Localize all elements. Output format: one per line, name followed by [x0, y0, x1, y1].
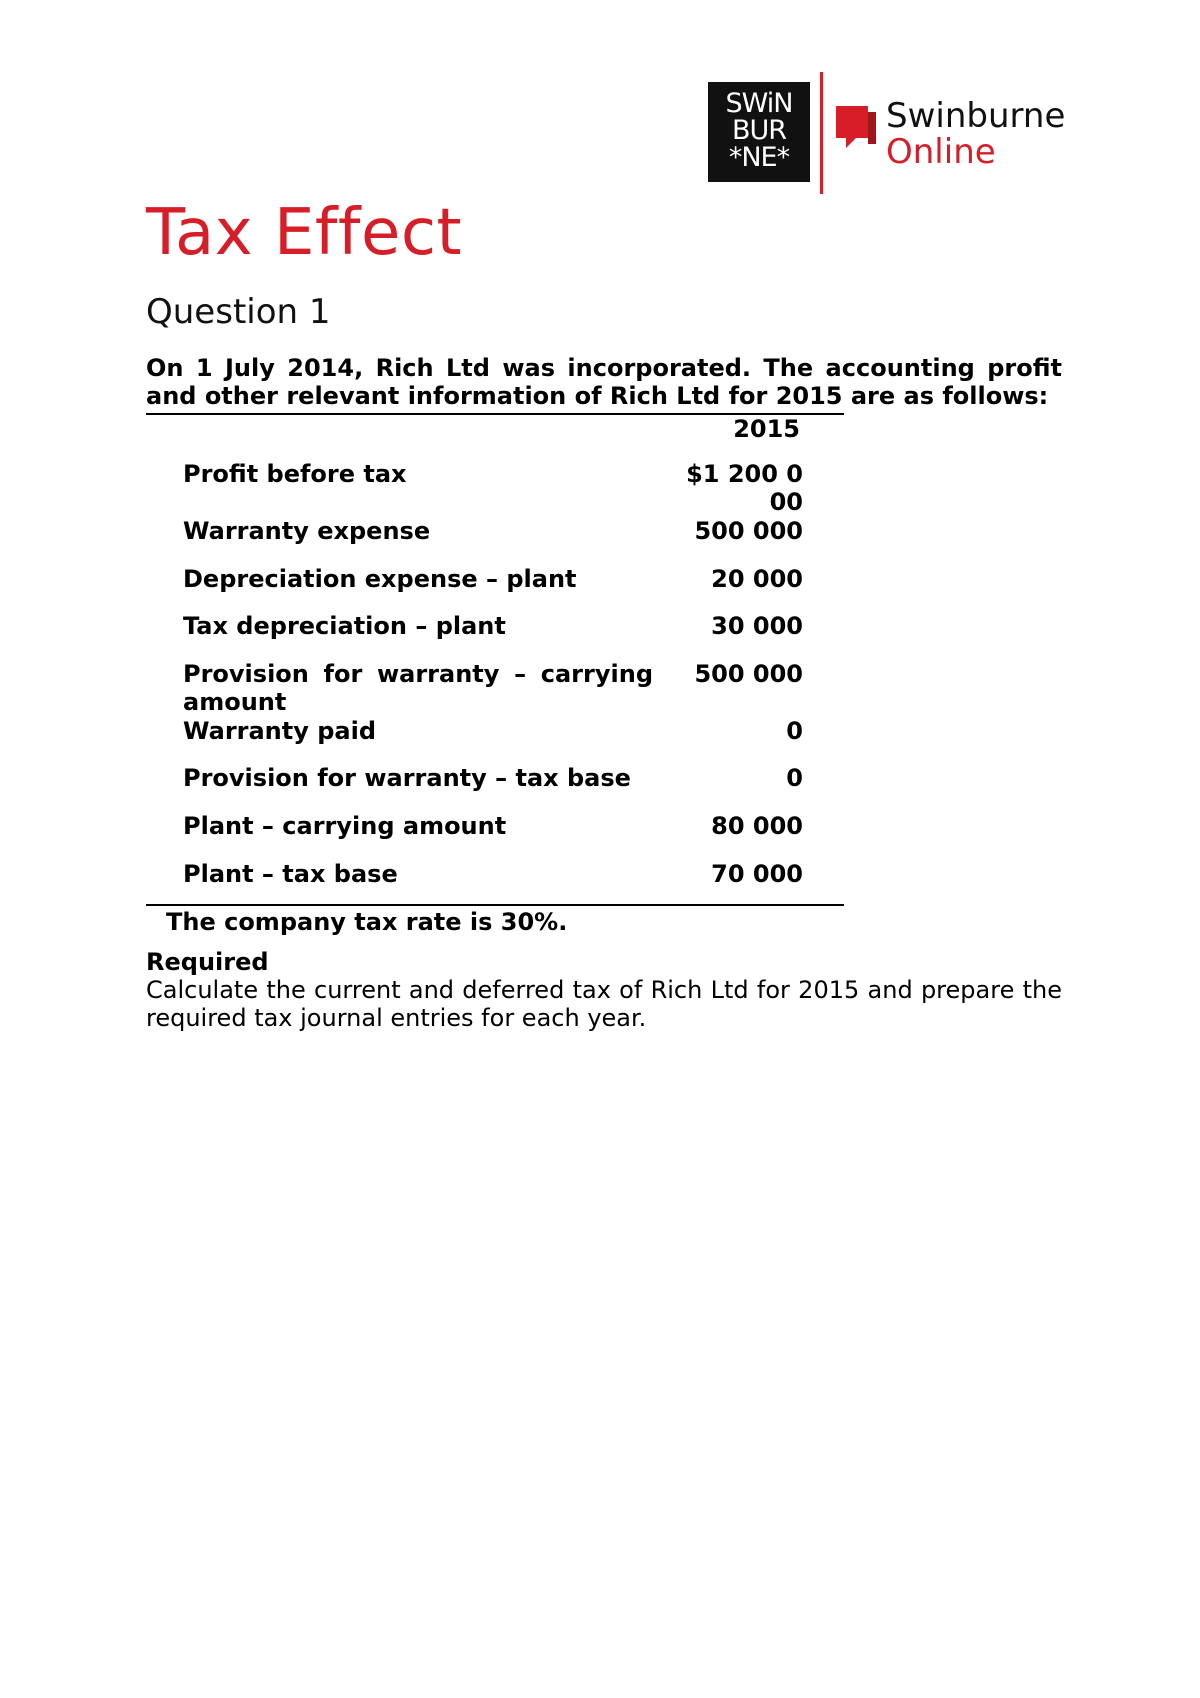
row-value: 500 000: [694, 660, 803, 688]
row-value: 0: [786, 764, 803, 792]
red-flag-icon: [832, 102, 878, 152]
row-value: 500 000: [694, 517, 803, 545]
tax-rate-note: The company tax rate is 30%.: [166, 908, 568, 936]
document-title: Tax Effect: [146, 196, 463, 270]
row-label: Plant – carrying amount: [183, 812, 507, 840]
row-value: 0: [786, 717, 803, 745]
table-bottom-rule: [146, 904, 844, 906]
brand-wordmark: [886, 98, 1065, 170]
required-text: Calculate the current and deferred tax of Rich Ltd for 2015 and prepare the required tax journal entries for each year.: [146, 976, 1062, 1032]
row-label: Depreciation expense – plant: [183, 565, 577, 593]
row-label: Provision for warranty – tax base: [183, 764, 631, 792]
row-label: Profit before tax: [183, 460, 407, 488]
brand-name: Swinburne: [886, 96, 1066, 136]
swinburne-logo-box: [708, 82, 810, 182]
row-label: Plant – tax base: [183, 860, 398, 888]
required-heading: Required: [146, 948, 269, 976]
row-value: 80 000: [711, 812, 803, 840]
row-label: Tax depreciation – plant: [183, 612, 506, 640]
row-value: $1 200 000: [686, 460, 803, 516]
row-value: 70 000: [711, 860, 803, 888]
row-label: Warranty paid: [183, 717, 377, 745]
brand-sub: Online: [886, 132, 996, 172]
question-heading: Question 1: [146, 292, 331, 332]
logo-box-line: *NE*: [728, 142, 790, 173]
logo-divider: [820, 72, 823, 194]
row-value: 30 000: [711, 612, 803, 640]
intro-paragraph: On 1 July 2014, Rich Ltd was incorporated. The accounting profit and other relevant information of Rich Ltd for 2015 are as follows:: [146, 354, 1062, 410]
row-label: Warranty expense: [183, 517, 431, 545]
logo-box-line: BUR: [731, 115, 787, 146]
logo-box-line: SWiN: [725, 88, 793, 119]
year-column-header: 2015: [733, 415, 800, 443]
swinburne-logo: [708, 72, 1068, 196]
row-value: 20 000: [711, 565, 803, 593]
row-label: Provision for warranty – carrying amount: [183, 660, 653, 716]
